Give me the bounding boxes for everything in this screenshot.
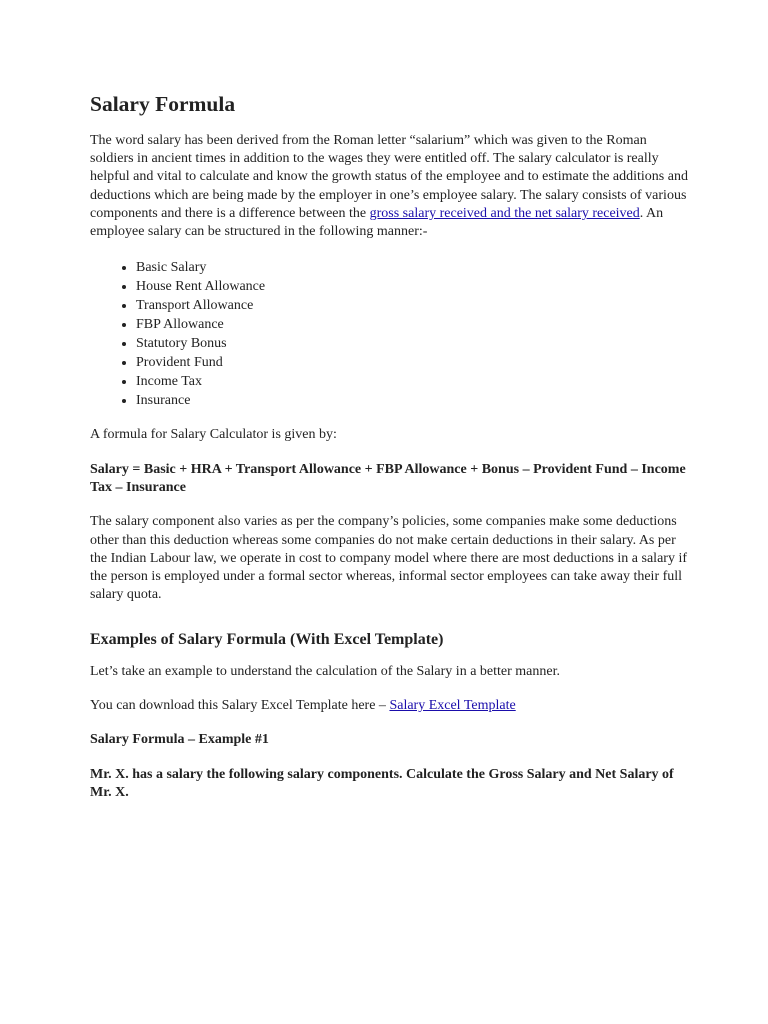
list-item: • Transport Allowance [136,296,690,315]
list-item: • Provident Fund [136,353,690,372]
download-text: You can download this Salary Excel Template here – [90,698,390,714]
variation-paragraph: The salary component also varies as per the company’s policies, some companies make some deductions other than this deduction whereas some companies do not make certain deductions in their salary. As per the Indian Labour law, we operate in cost to company model where there are most deductions in a salary if the person is employed under a formal sector whereas, informal sector employees can take away their full salary quota. [90,514,687,603]
intro-paragraph [90,132,690,242]
example1-heading: Salary Formula – Example #1 [90,732,269,748]
intro-text-after-link: . An employee salary can be structured in the following manner:- [90,205,664,240]
examples-heading: Examples of Salary Formula (With Excel Template) [90,630,444,648]
list-item: • House Rent Allowance [136,277,690,296]
salary-formula: Salary = Basic + HRA + Transport Allowance + FBP Allowance + Bonus – Provident Fund – Income Tax – Insurance [90,461,686,495]
list-item: • Income Tax [136,372,690,391]
salary-components-list [90,258,690,411]
download-paragraph [90,697,690,715]
example1-question: Mr. X. has a salary the following salary components. Calculate the Gross Salary and Net Salary of Mr. X. [90,766,674,801]
list-item: • Basic Salary [136,258,690,277]
intro-text-before-link: The word salary has been derived from the Roman letter “salarium” which was given to the Roman soldiers in ancient times in addition to the wages they were entitled off. The salary calculator is really helpful and vital to calculate and know the growth status of the employee and to estimate the additions and deductions which are being made by the employer in one’s employee salary. The salary consists of various components and there is a difference between the [90,132,688,221]
example-intro: Let’s take an example to understand the calculation of the Salary in a better manner. [90,663,560,679]
formula-intro: A formula for Salary Calculator is given by: [90,427,337,443]
page-title: Salary Formula [90,92,236,116]
salary-excel-template-link[interactable]: Salary Excel Template [389,698,516,714]
list-item: • FBP Allowance [136,315,690,334]
document-page [90,92,690,818]
gross-vs-net-salary-link[interactable]: gross salary received and the net salary received [369,205,640,221]
list-item: • Insurance [136,391,690,410]
list-item: • Statutory Bonus [136,334,690,353]
